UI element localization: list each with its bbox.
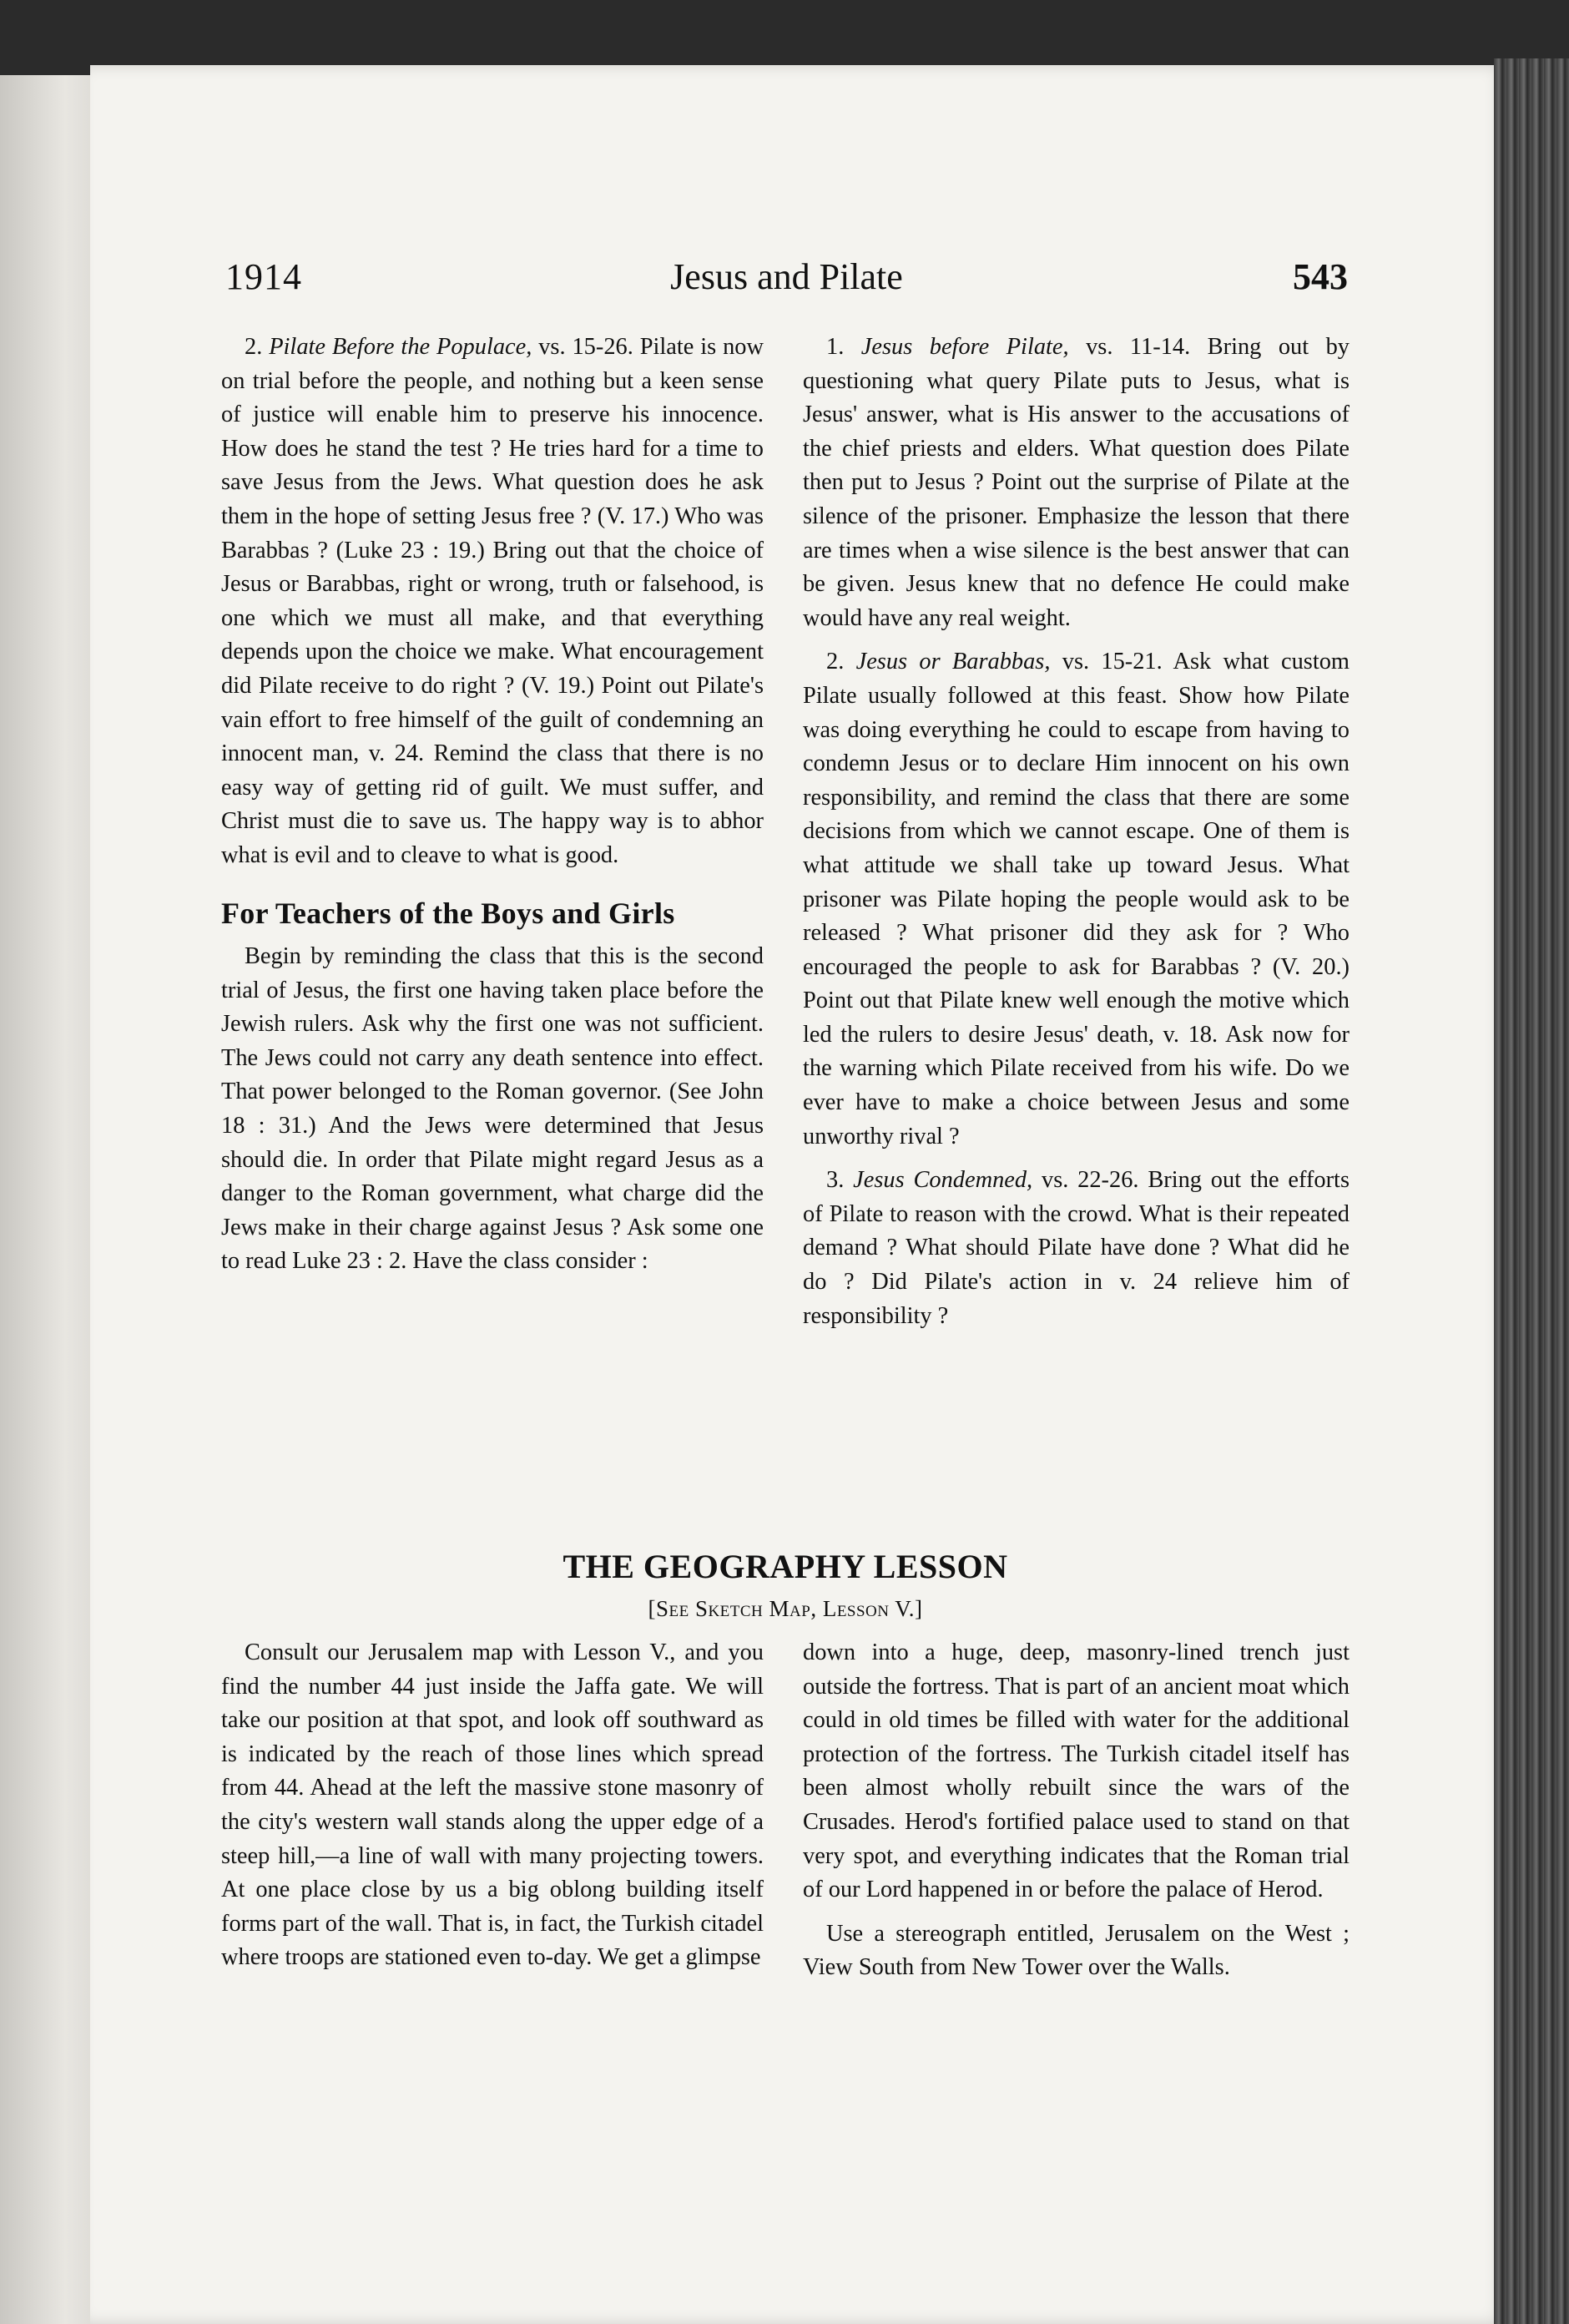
para-text: vs. 15-26. Pilate is now on trial before the people, and nothing but a keen sense of justice will enable him to preserve his innocence. How does he stand the test ? He tries hard for a time to save Jesus from the Jews. What question does he ask them in the hope of setting Jesus free ? (V. 17.) Who was Barabbas ? (Luke 23 : 19.) Bring out that the choice of Jesus or Barabbas, right or wrong, truth or falsehood, is one which we must all make, and that everything depends upon the choice we make. What encouragement did Pilate receive to do right ? (V. 19.) Point out Pilate's vain effort to free himself of the guilt of condemning an innocent man, v. 24. Remind the class that there is no easy way of getting rid of guilt. We must suffer, and Christ must die to save us. The happy way is to abhor what is evil and to cleave to what is good. — [221, 334, 764, 868]
para-title: Pilate Before the Populace, — [269, 334, 532, 360]
paragraph-geography-left: Consult our Jerusalem map with Lesson V., and you find the number 44 just inside the Jaffa gate. We will take our position at that spot, and look off southward as is indicated by the reach of those lines which spread from 44. Ahead at the left the massive stone masonry of the city's western wall stands along the upper edge of a steep hill,—a line of wall with many projecting towers. At one place close by us a big oblong building itself forms part of the wall. That is, in fact, the Turkish citadel where troops are stationed even to-day. We get a glimpse — [221, 1639, 764, 1971]
para-text: vs. 22-26. Bring out the efforts of Pilate to reason with the crowd. What is their repeated demand ? What should Pilate have done ? What did he do ? Did Pilate's action in v. 24 relieve him of responsibility ? — [803, 1167, 1350, 1329]
paragraph-pilate-before-populace — [221, 331, 764, 873]
right-column-bottom — [803, 1636, 1350, 1985]
boys-girls-heading: For Teachers of the Boys and Girls — [221, 896, 675, 930]
header-year: 1914 — [225, 256, 302, 297]
right-column-top — [803, 331, 1350, 1333]
paragraph-jesus-or-barabbas — [803, 645, 1350, 1154]
para-title: Jesus or Barabbas, — [855, 649, 1051, 675]
paragraph-jesus-before-pilate — [803, 331, 1350, 635]
geography-subheading: [See Sketch Map, Lesson V.] — [648, 1596, 923, 1621]
paragraph-geography-right-1: down into a huge, deep, masonry-lined trench just outside the fortress. That is part of an ancient moat which could in old times be filled with water for the additional protection of the fortress. The Turkish citadel itself has been almost wholly rebuilt since the wars of the Crusades. Herod's fortified palace used to stand on that very spot, and everything indicates that the Roman trial of our Lord happened in or before the palace of Herod. — [803, 1639, 1350, 1903]
paragraph-geography-right-2: Use a stereograph entitled, Jerusalem on the West ; View South from New Tower over the Walls. — [803, 1920, 1350, 1981]
para-number: 1. — [826, 334, 845, 360]
header-title: Jesus and Pilate — [670, 256, 903, 297]
para-text: vs. 15-21. Ask what custom Pilate usually followed at this feast. Show how Pilate was doing everything he could to escape from having to condemn Jesus or to declare Him innocent on his own responsibility, and remind the class that there are some decisions from which we cannot escape. One of them is what attitude we shall take up toward Jesus. What prisoner was Pilate hoping the people would ask to be released ? What prisoner did they ask for ? Who encouraged the people to ask for Barabbas ? (V. 20.) Point out that Pilate knew well enough the motive which led the rulers to desire Jesus' death, v. 18. Ask now for the warning which Pilate received from his wife. Do we ever have to make a choice between Jesus and some unworthy rival ? — [803, 649, 1350, 1149]
paragraph-jesus-condemned — [803, 1164, 1350, 1333]
page-number: 543 — [1293, 256, 1348, 297]
para-number: 3. — [826, 1167, 845, 1194]
para-text: vs. 11-14. Bring out by questioning what query Pilate puts to Jesus, what is Jesus' answer, what is His answer to the accusations of the chief priests and elders. What question does Pilate then put to Jesus ? Point out the surprise of Pilate at the silence of the prisoner. Emphasize the lesson that there are times when a wise silence is the best answer that can be given. Jesus knew that no defence He could make would have any real weight. — [803, 334, 1350, 631]
para-title: Jesus before Pilate, — [860, 334, 1069, 360]
running-head — [225, 255, 1348, 306]
geography-heading: THE GEOGRAPHY LESSON — [563, 1548, 1008, 1585]
para-number: 2. — [245, 334, 263, 360]
para-number: 2. — [826, 649, 845, 675]
left-column-top — [221, 331, 764, 1279]
paragraph-boys-girls: Begin by reminding the class that this is the second trial of Jesus, the first one having taken place before the Jewish rulers. Ask why the first one was not sufficient. The Jews could not carry any death sentence into effect. That power belonged to the Roman governor. (See John 18 : 31.) And the Jews were determined that Jesus should die. In order that Pilate might regard Jesus as a danger to the Roman government, what charge did the Jews make in their charge against Jesus ? Ask some one to read Luke 23 : 2. Have the class consider : — [221, 943, 764, 1275]
book-binding — [1494, 58, 1569, 2324]
left-column-bottom — [221, 1636, 764, 1975]
para-title: Jesus Condemned, — [853, 1167, 1033, 1194]
